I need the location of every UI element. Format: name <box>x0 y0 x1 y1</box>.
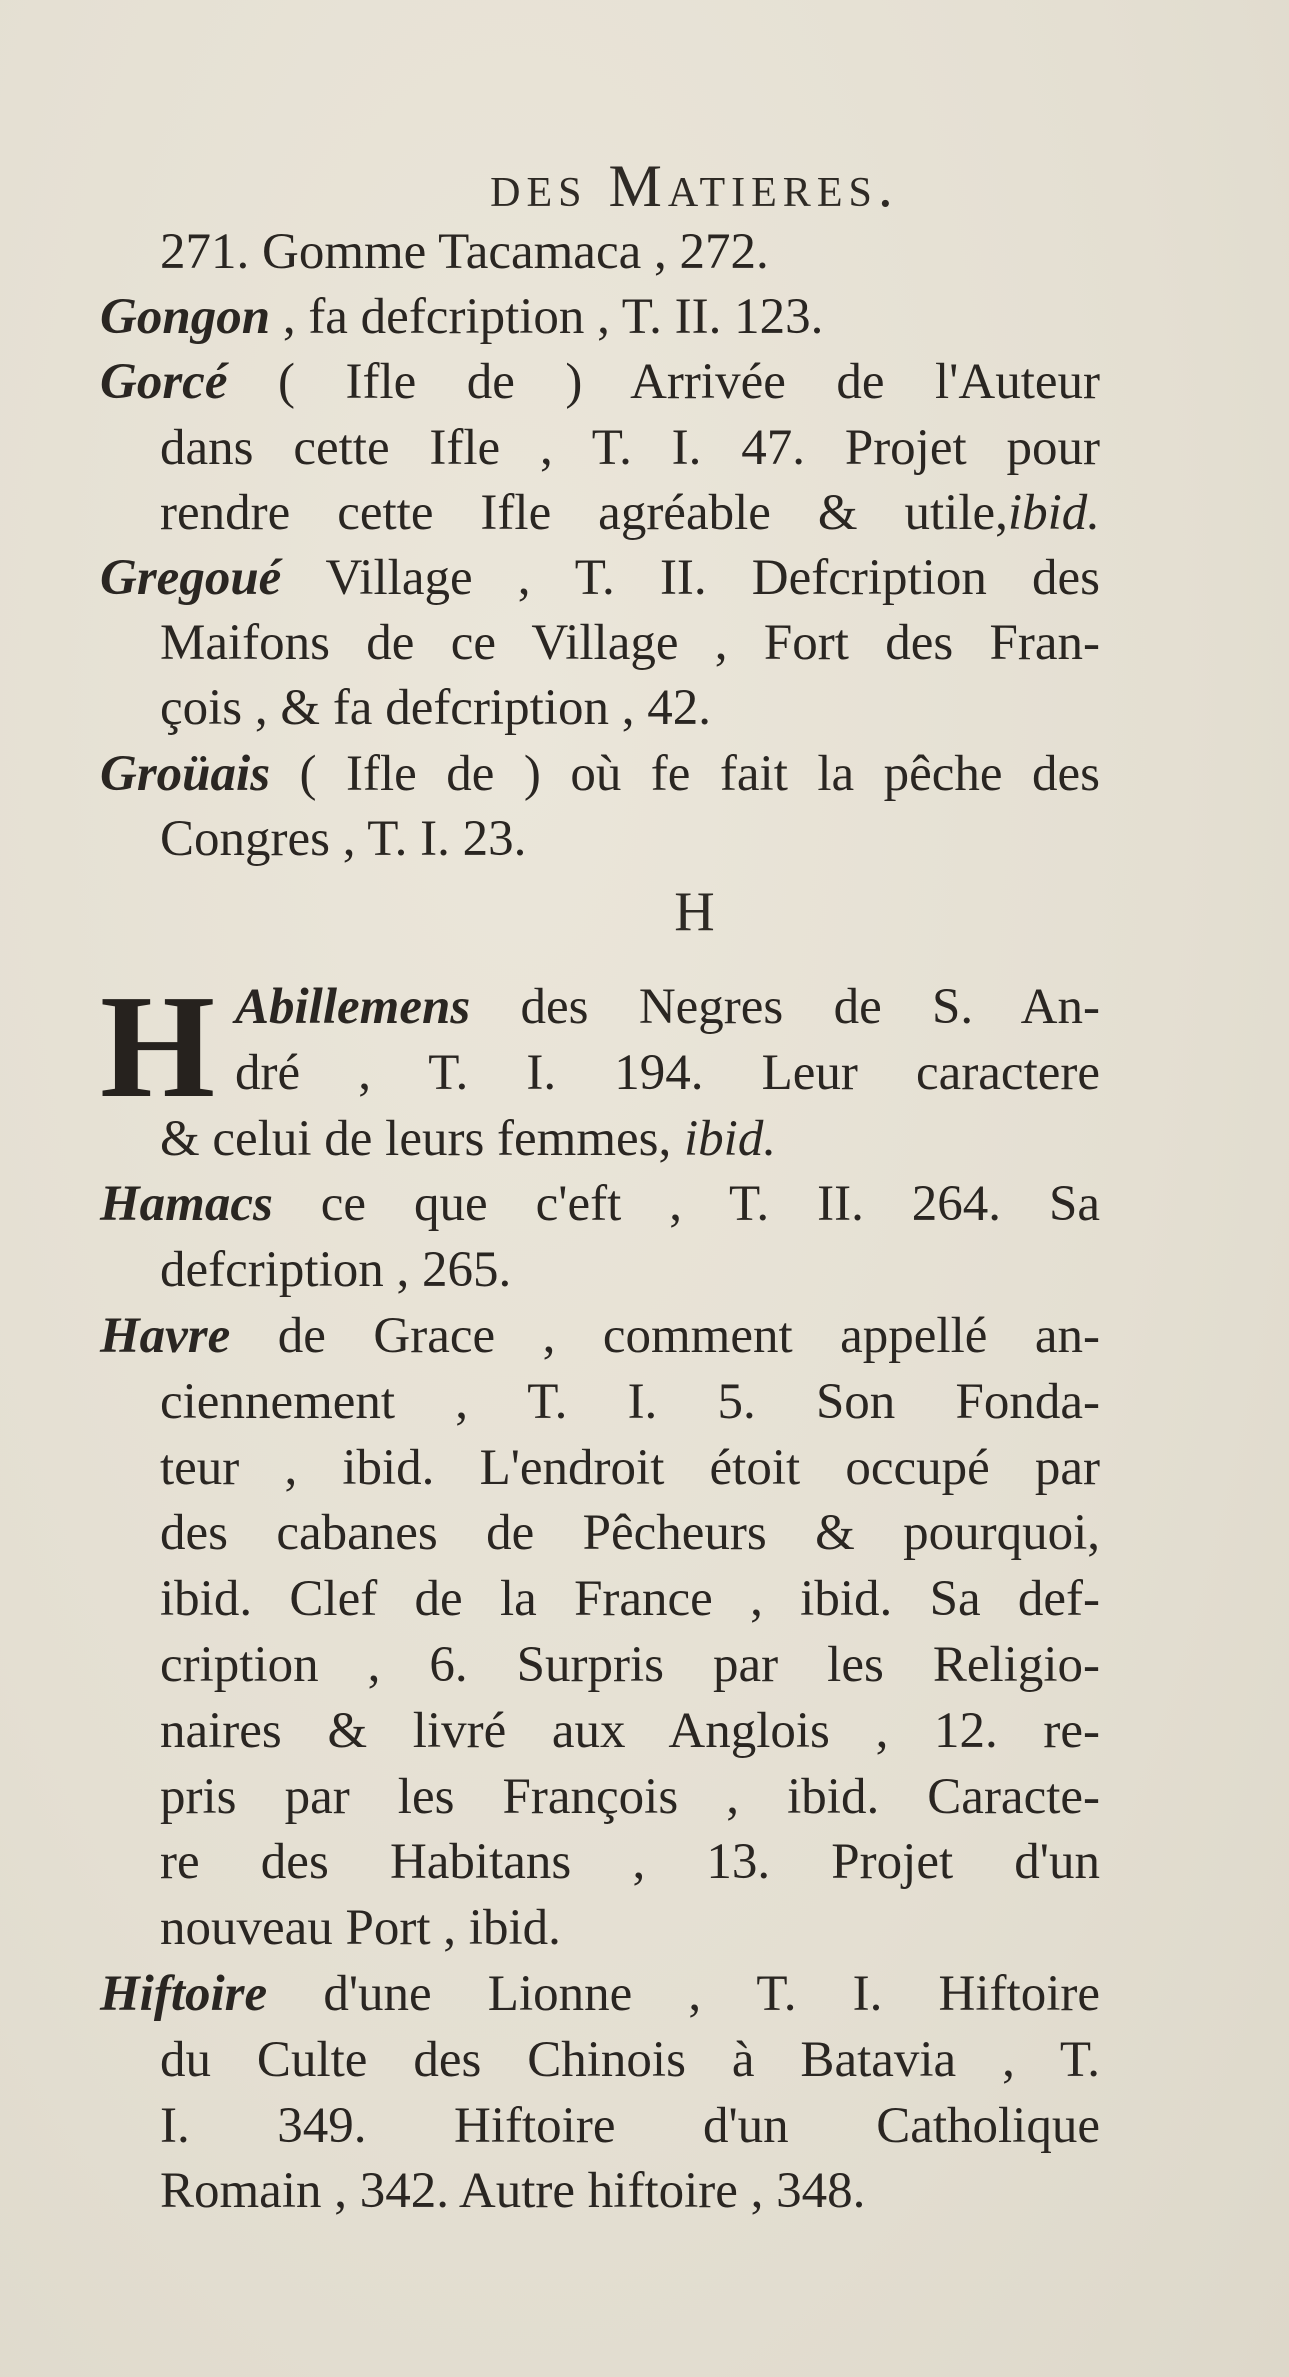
index-line <box>100 2159 1100 2225</box>
index-text: dans cette Ifle , T. I. 47. Projet pour <box>160 419 1100 476</box>
index-text: ( Ifle de ) Arrivée de l'Auteur <box>227 354 1100 411</box>
index-text: Romain , 342. Autre hiftoire , 348. <box>160 2163 866 2220</box>
index-text: re des Habitans , 13. Projet d'un <box>160 1834 1100 1891</box>
index-text: teur , ibid. L'endroit étoit occupé par <box>160 1439 1100 1496</box>
index-text: naires & livré aux Anglois , 12. re- <box>160 1702 1100 1759</box>
running-header: des Matieres. <box>490 153 899 219</box>
index-headword: Havre <box>100 1307 231 1364</box>
index-text: Maifons de ce Village , Fort des Fran- <box>160 615 1100 672</box>
index-text: cription , 6. Surpris par les Religio- <box>160 1636 1100 1693</box>
index-text: I. 349. Hiftoire d'un Catholique <box>160 2097 1100 2154</box>
index-text: , fa defcription , T. II. 123. <box>270 289 824 346</box>
index-text: nouveau Port , ibid. <box>160 1900 561 1957</box>
index-headword: Hiftoire <box>100 1965 268 2022</box>
index-headword: Abillemens <box>235 979 471 1035</box>
index-line <box>100 220 1100 285</box>
index-text: rendre cette Ifle agréable & utile, <box>160 484 1008 541</box>
index-text: çois , & fa defcription , 42. <box>160 680 711 737</box>
index-line <box>100 285 1100 350</box>
index-text: dré , T. I. 194. Leur caractere <box>235 1044 1100 1101</box>
index-text: Village , T. II. Defcription des <box>281 549 1100 606</box>
index-line <box>100 676 1100 741</box>
index-line <box>100 1238 1100 1304</box>
index-line <box>100 975 1100 1041</box>
index-text: des Negres de S. An- <box>470 979 1100 1035</box>
index-line <box>100 1436 1100 1502</box>
index-text: defcription , 265. <box>160 1242 512 1299</box>
index-line <box>100 1107 1100 1173</box>
section-letter: H <box>674 881 715 943</box>
index-line <box>100 1830 1100 1896</box>
index-ibid: ibid. <box>1007 484 1100 541</box>
index-text: ce que c'eft , T. II. 264. Sa <box>272 1176 1100 1233</box>
index-line <box>100 1962 1100 2028</box>
index-text: ibid. Clef de la France , ibid. Sa def- <box>160 1571 1100 1628</box>
index-line <box>100 1172 1100 1238</box>
index-line <box>100 1699 1100 1765</box>
index-text: de Grace , comment appellé an- <box>230 1307 1100 1364</box>
index-line <box>100 1041 1100 1107</box>
index-line <box>100 742 1100 807</box>
index-text: pris par les François , ibid. Caracte- <box>160 1768 1100 1825</box>
index-ibid: ibid. <box>684 1110 777 1167</box>
index-headword: Gongon <box>100 289 271 346</box>
index-line <box>100 2028 1100 2094</box>
index-line <box>100 481 1100 546</box>
index-line <box>100 1370 1100 1436</box>
index-column-h <box>100 965 1100 2225</box>
index-headword: Gregoué <box>100 549 282 606</box>
index-line <box>100 1304 1100 1370</box>
index-line <box>100 1896 1100 1962</box>
index-text: ( Ifle de ) où fe fait la pêche des <box>270 745 1100 802</box>
index-headword: Hamacs <box>100 1176 273 1233</box>
index-headword: Groüais <box>100 745 271 802</box>
index-line <box>100 1501 1100 1567</box>
index-line <box>100 2094 1100 2160</box>
index-text: d'une Lionne , T. I. Hiftoire <box>267 1965 1100 2022</box>
index-line <box>100 546 1100 611</box>
index-line <box>100 1765 1100 1831</box>
index-text: & celui de leurs femmes, <box>160 1110 684 1167</box>
index-text: des cabanes de Pêcheurs & pourquoi, <box>160 1505 1100 1562</box>
index-line <box>100 350 1100 415</box>
index-line <box>100 807 1100 872</box>
index-text: ciennement , T. I. 5. Son Fonda- <box>160 1373 1100 1430</box>
drop-cap: H <box>100 965 218 1129</box>
index-column-g <box>100 220 1100 872</box>
index-text: 271. Gomme Tacamaca , 272. <box>160 224 769 280</box>
index-line <box>100 611 1100 676</box>
index-headword: Gorcé <box>100 354 228 411</box>
index-text: Congres , T. I. 23. <box>160 810 527 867</box>
index-line <box>100 1633 1100 1699</box>
index-line <box>100 1567 1100 1633</box>
index-line <box>100 416 1100 481</box>
index-text: du Culte des Chinois à Batavia , T. <box>160 2031 1100 2088</box>
